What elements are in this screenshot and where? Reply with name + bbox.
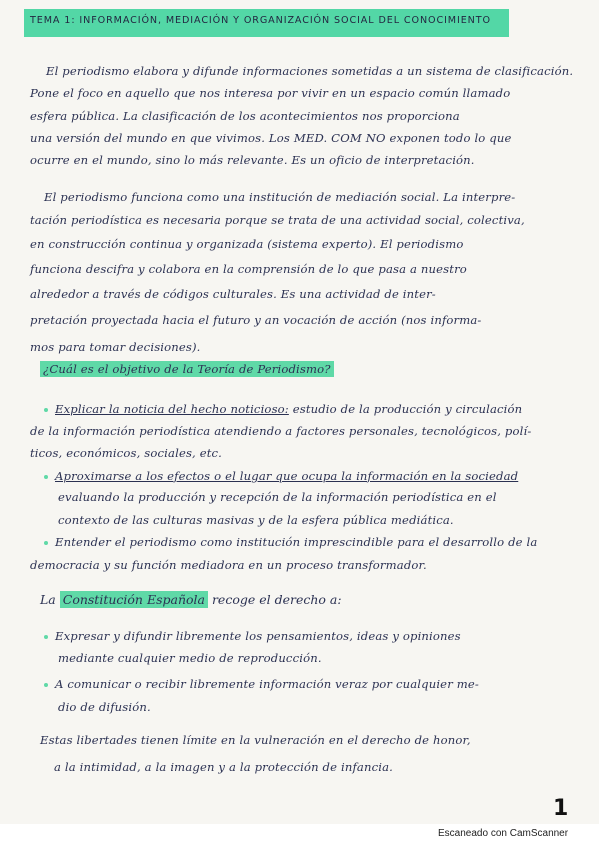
bullet-icon [44, 408, 48, 412]
objective-lead: Aproximarse a los efectos o el lugar que ocupa la información en la sociedad [55, 469, 519, 483]
objective-line [0, 402, 599, 416]
question-line [0, 362, 599, 376]
paragraph2-line: El periodismo funciona como una institución de mediación social. La interpre- [44, 190, 516, 204]
bullet-icon [44, 541, 48, 545]
paragraph2-line: funciona descifra y colabora en la comprensión de lo que pasa a nuestro [30, 262, 467, 276]
right-text: A comunicar o recibir libremente información veraz por cualquier me- [55, 677, 479, 691]
question-heading: ¿Cuál es el objetivo de la Teoría de Periodismo? [40, 361, 334, 377]
bullet-icon [44, 475, 48, 479]
constitution-line [40, 592, 342, 607]
paragraph1-line: ocurre en el mundo, sino lo más relevante. Es un oficio de interpretación. [30, 153, 475, 167]
constitution-highlight: Constitución Española [60, 591, 208, 608]
right-text: Expresar y difundir libremente los pensamientos, ideas y opiniones [55, 629, 461, 643]
paragraph1-line: esfera pública. La clasificación de los acontecimientos nos proporciona [30, 109, 460, 123]
objective-line: evaluando la producción y recepción de la información periodística en el [58, 490, 497, 504]
objective-line [0, 535, 599, 549]
limits-line: Estas libertades tienen límite en la vulneración en el derecho de honor, [40, 733, 471, 747]
limits-line: a la intimidad, a la imagen y a la protección de infancia. [54, 760, 393, 774]
right-line [0, 677, 599, 691]
paragraph2-line: alrededor a través de códigos culturales. Es una actividad de inter- [30, 287, 436, 301]
page-number: 1 [553, 796, 569, 821]
right-line: dio de difusión. [58, 700, 151, 714]
scanner-footer: Escaneado con CamScanner [438, 828, 569, 839]
paragraph1-line: una versión del mundo en que vivimos. Los MED. COM NO exponen todo lo que [30, 131, 512, 145]
bullet-icon [44, 683, 48, 687]
constitution-prefix: La [40, 592, 56, 607]
objective-line: democracia y su función mediadora en un proceso transformador. [30, 558, 427, 572]
objective-lead: Explicar la noticia del hecho noticioso: [55, 402, 289, 416]
right-line [0, 629, 599, 643]
paragraph2-line: en construcción continua y organizada (sistema experto). El periodismo [30, 237, 464, 251]
bullet-icon [44, 635, 48, 639]
paragraph1-line: El periodismo elabora y difunde informaciones sometidas a un sistema de clasificación. [46, 64, 574, 78]
objective-line: contexto de las culturas masivas y de la esfera pública mediática. [58, 513, 454, 527]
objective-lead: Entender el periodismo como institución imprescindible para el desarrollo de la [55, 535, 538, 549]
objective-line [0, 469, 599, 483]
objective-text: estudio de la producción y circulación [292, 402, 523, 416]
paragraph1-line: Pone el foco en aquello que nos interesa por vivir en un espacio común llamado [30, 86, 511, 100]
paragraph2-line: pretación proyectada hacia el futuro y an vocación de acción (nos informa- [30, 313, 482, 327]
paragraph2-line: mos para tomar decisiones). [30, 340, 201, 354]
paragraph2-line: tación periodística es necesaria porque se trata de una actividad social, colectiva, [30, 213, 525, 227]
constitution-suffix: recoge el derecho a: [211, 592, 342, 607]
right-line: mediante cualquier medio de reproducción. [58, 651, 322, 665]
page-title: TEMA 1: INFORMACIÓN, MEDIACIÓN Y ORGANIZACIÓN SOCIAL DEL CONOCIMIENTO [30, 15, 491, 26]
objective-line: de la información periodística atendiendo a factores personales, tecnológicos, polí- [30, 424, 532, 438]
objective-line: ticos, económicos, sociales, etc. [30, 446, 223, 460]
